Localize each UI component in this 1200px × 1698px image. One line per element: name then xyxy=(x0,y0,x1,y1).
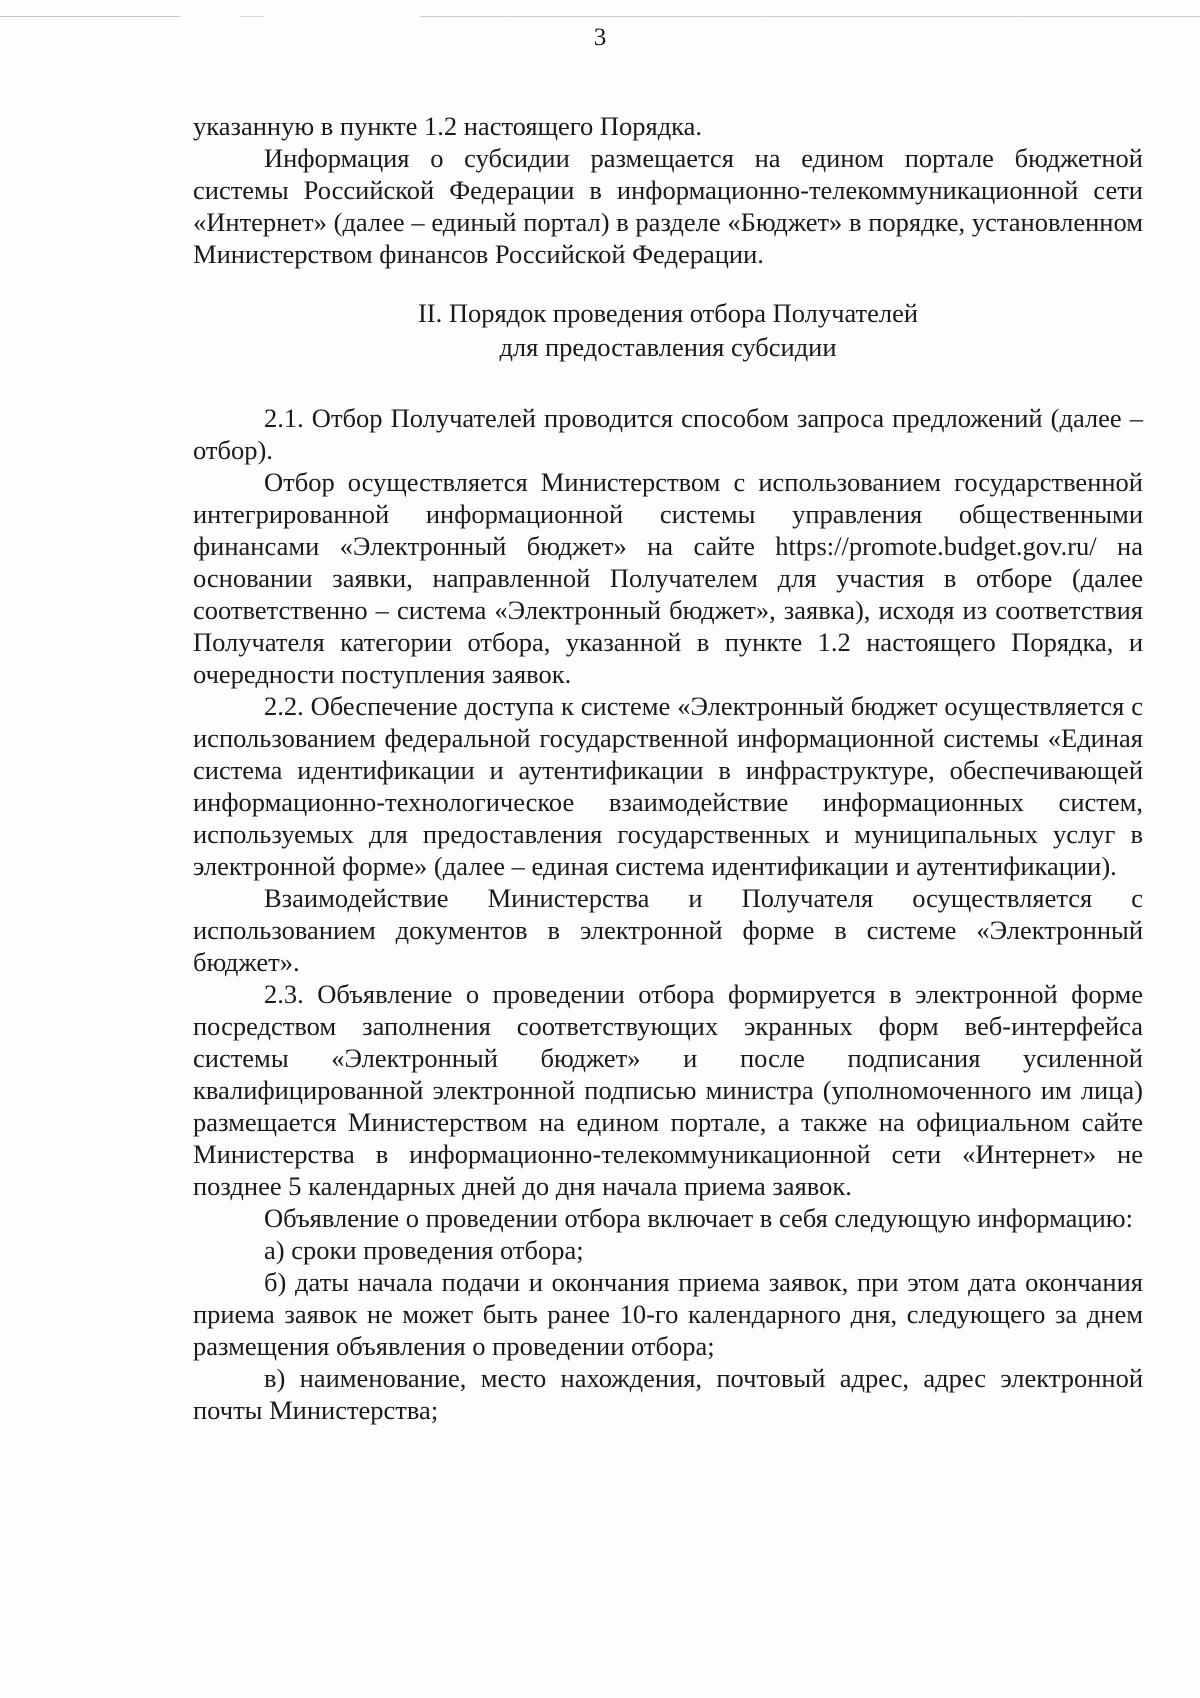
list-item-b: б) даты начала подачи и окончания приема заявок, при этом дата окончания приема заявок не может быть ранее 10-го календарного дня, следующего за днем размещения объявления о проведении отбора; xyxy=(193,1267,1143,1361)
page-number: 3 xyxy=(593,24,607,51)
section-heading xyxy=(193,296,1143,364)
scan-artifact-line xyxy=(0,16,1200,17)
paragraph-continuation: указанную в пункте 1.2 настоящего Порядка. xyxy=(193,111,703,141)
section-heading-line-2: для предоставления субсидии xyxy=(499,332,837,362)
paragraph-interaction: Взаимодействие Министерства и Получателя осуществляется с использованием документов в электронной форме в системе «Электронный бюджет». xyxy=(193,883,1143,977)
paragraph-announcement-contents: Объявление о проведении отбора включает в себя следующую информацию: xyxy=(264,1203,1133,1233)
document-body xyxy=(193,110,1143,1426)
list-item-a: а) сроки проведения отбора; xyxy=(264,1235,584,1265)
paragraph-2-1: 2.1. Отбор Получателей проводится способом запроса предложений (далее – отбор). xyxy=(193,403,1143,465)
paragraph-2-2: 2.2. Обеспечение доступа к системе «Электронный бюджет осуществляется с использованием федеральной государственной информационной системы «Единая система идентификации и аутентификации в инфраструктуре, обеспечивающей информационно-технологическое взаимодействие информационных систем, используемых для предоставления государственных и муниципальных услуг в электронной форме» (далее – единая система идентификации и аутентификации). xyxy=(193,691,1143,881)
paragraph-subsidy-info: Информация о субсидии размещается на едином портале бюджетной системы Российской Федерации в информационно-телекоммуникационной сети «Интернет» (далее – единый портал) в разделе «Бюджет» в порядке, установленном Министерством финансов Российской Федерации. xyxy=(193,143,1143,269)
list-item-v: в) наименование, место нахождения, почтовый адрес, адрес электронной почты Министерства; xyxy=(193,1363,1143,1425)
section-heading-line-1: II. Порядок проведения отбора Получателей xyxy=(417,298,919,328)
paragraph-2-3: 2.3. Объявление о проведении отбора формируется в электронной форме посредством заполнения соответствующих экранных форм веб-интерфейса системы «Электронный бюджет» и после подписания усиленной квалифицированной электронной подписью министра (уполномоченного им лица) размещается Министерством на едином портале, а также на официальном сайте Министерства в информационно-телекоммуникационной сети «Интернет» не позднее 5 календарных дней до дня начала приема заявок. xyxy=(193,979,1143,1201)
paragraph-selection-process: Отбор осуществляется Министерством с использованием государственной интегрированной информационной системы управления общественными финансами «Электронный бюджет» на сайте https://promote.budget.gov.ru/ на основании заявки, направленной Получателем для участия в отборе (далее соответственно – система «Электронный бюджет», заявка), исходя из соответствия Получателя категории отбора, указанной в пункте 1.2 настоящего Порядка, и очередности поступления заявок. xyxy=(193,467,1143,689)
